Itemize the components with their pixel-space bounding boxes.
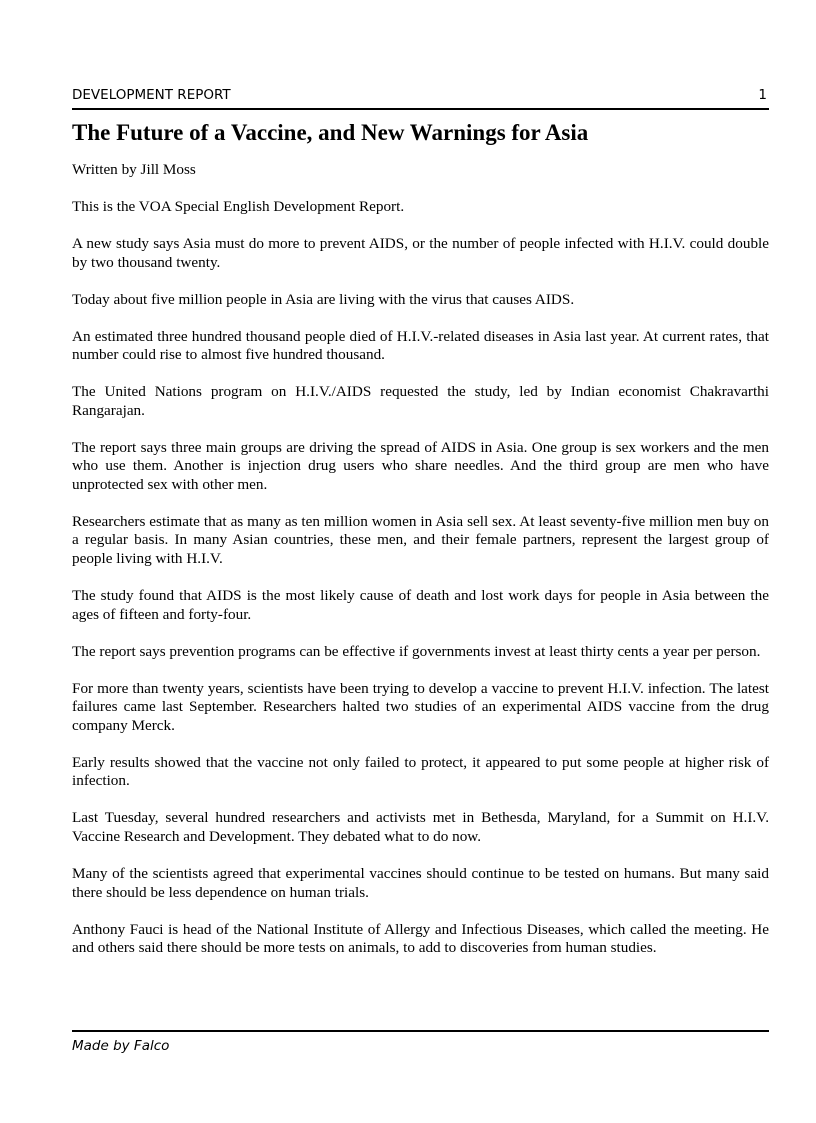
paragraph: The United Nations program on H.I.V./AIDS requested the study, led by Indian economist Chakravarthi Rangarajan. bbox=[72, 383, 769, 419]
paragraph: A new study says Asia must do more to prevent AIDS, or the number of people infected with H.I.V. could double by two thousand twenty. bbox=[72, 234, 769, 271]
paragraph: This is the VOA Special English Development Report. bbox=[72, 197, 405, 215]
paragraph: Today about five million people in Asia are living with the virus that causes AIDS. bbox=[72, 290, 575, 308]
paragraph: Researchers estimate that as many as ten million women in Asia sell sex. At least seventy-five million men buy on a regular basis. In many Asian countries, these men, and their female partners, represent the largest group of people living with H.I.V. bbox=[72, 512, 769, 568]
header-page-number: 1 bbox=[758, 87, 767, 103]
paragraph: Last Tuesday, several hundred researchers and activists met in Bethesda, Maryland, for a Summit on H.I.V. Vaccine Research and Development. They debated what to do now. bbox=[72, 809, 769, 845]
article-title: The Future of a Vaccine, and New Warnings for Asia bbox=[72, 120, 589, 145]
page-footer bbox=[72, 1030, 769, 1054]
header-section-title: DEVELOPMENT REPORT bbox=[72, 87, 231, 103]
byline: Written by Jill Moss bbox=[72, 161, 196, 178]
paragraph: An estimated three hundred thousand people died of H.I.V.-related diseases in Asia last year. At current rates, that number could rise to almost five hundred thousand. bbox=[72, 327, 769, 364]
paragraph: The study found that AIDS is the most likely cause of death and lost work days for people in Asia between the ages of fifteen and forty-four. bbox=[72, 587, 769, 623]
document-page bbox=[72, 0, 769, 1123]
paragraph: Many of the scientists agreed that experimental vaccines should continue to be tested on humans. But many said there should be less dependence on human trials. bbox=[72, 864, 769, 901]
paragraph: Anthony Fauci is head of the National Institute of Allergy and Infectious Diseases, which called the meeting. He and others said there should be more tests on animals, to add to discoveries from human studies. bbox=[72, 920, 769, 957]
paragraph: For more than twenty years, scientists have been trying to develop a vaccine to prevent H.I.V. infection. The latest failures came last September. Researchers halted two studies of an experimental AIDS vaccine from the drug company Merck. bbox=[72, 679, 769, 734]
article-body bbox=[72, 161, 769, 976]
page-header bbox=[72, 86, 769, 110]
paragraph: Early results showed that the vaccine not only failed to protect, it appeared to put some people at higher risk of infection. bbox=[72, 753, 769, 790]
paragraph: The report says prevention programs can be effective if governments invest at least thirty cents a year per person. bbox=[72, 642, 761, 660]
footer-credit: Made by Falco bbox=[72, 1038, 170, 1054]
paragraph: The report says three main groups are driving the spread of AIDS in Asia. One group is sex workers and the men who use them. Another is injection drug users who share needles. And the third group are men who have unprotected sex with other men. bbox=[72, 438, 769, 493]
